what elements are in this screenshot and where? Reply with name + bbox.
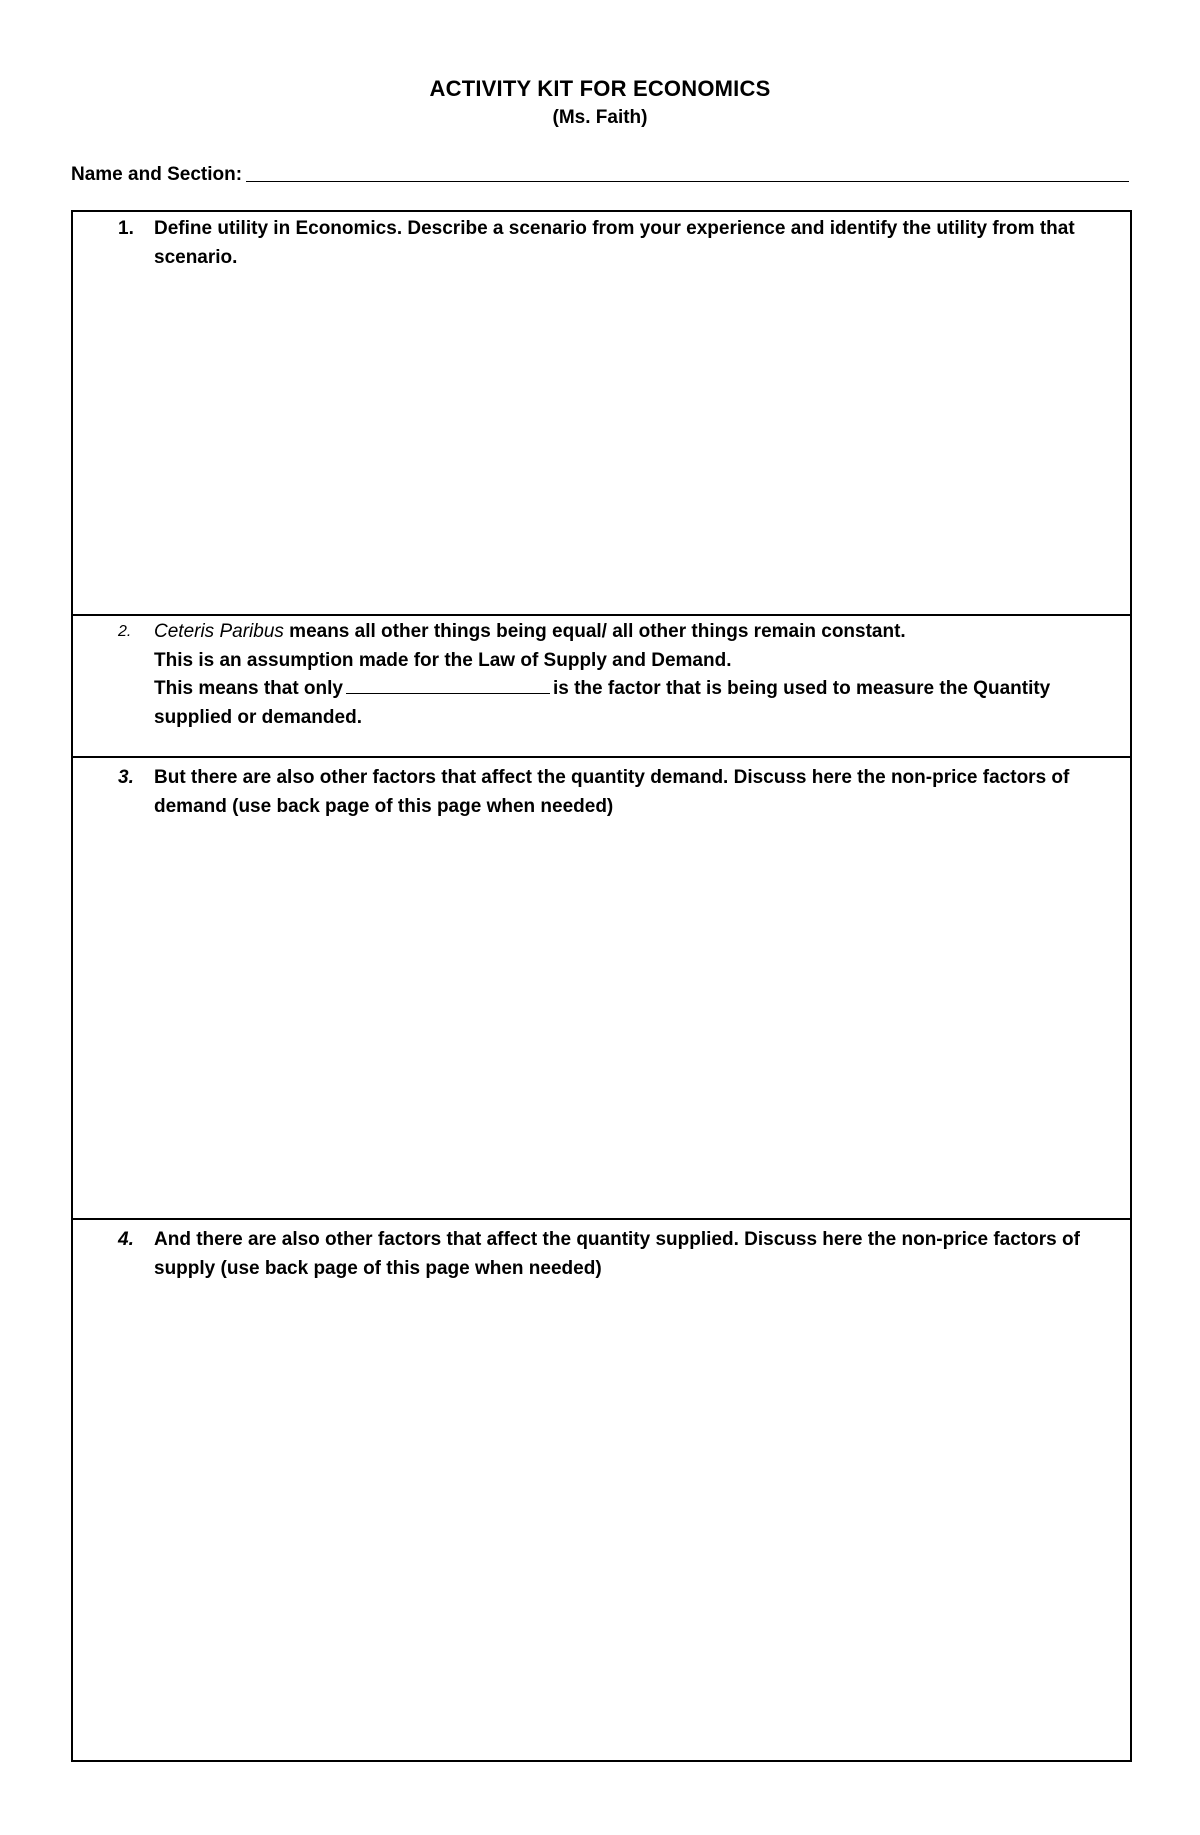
question-2-line-3 xyxy=(154,675,1110,732)
question-3 xyxy=(73,764,1130,821)
question-4-number: 4. xyxy=(118,1229,134,1250)
question-1-number: 1. xyxy=(118,218,134,239)
question-2-line-1-rest: means all other things being equal/ all other things remain constant. xyxy=(283,621,906,642)
question-4-cell[interactable] xyxy=(73,1218,1130,1760)
question-3-cell[interactable] xyxy=(73,756,1130,1218)
activity-table xyxy=(71,210,1132,1762)
question-1 xyxy=(73,215,1130,272)
question-2-cell[interactable] xyxy=(73,614,1130,756)
question-1-text: Define utility in Economics. Describe a scenario from your experience and identify the utility from that scenario. xyxy=(154,218,1075,268)
question-2-line-1 xyxy=(154,618,1110,647)
question-3-text: But there are also other factors that affect the quantity demand. Discuss here the non-price factors of demand (use back page of this page when needed) xyxy=(154,767,1070,817)
name-section-label: Name and Section: xyxy=(71,164,243,185)
question-2 xyxy=(73,618,1130,732)
question-2-before-blank: This means that only xyxy=(154,678,343,699)
question-2-number: 2. xyxy=(118,623,132,640)
question-4 xyxy=(73,1226,1130,1283)
question-4-text: And there are also other factors that affect the quantity supplied. Discuss here the non-price factors of supply (use back page of this page when needed) xyxy=(154,1229,1080,1279)
question-3-number: 3. xyxy=(118,767,134,788)
question-2-line-2: This is an assumption made for the Law of Supply and Demand. xyxy=(154,649,732,671)
name-section-blank[interactable] xyxy=(246,159,1129,182)
document-title: ACTIVITY KIT FOR ECONOMICS xyxy=(429,76,771,101)
question-1-cell[interactable] xyxy=(73,212,1130,614)
name-section-row xyxy=(71,158,1129,186)
question-2-after-blank: is the factor that is being used to measure the Quantity supplied or demanded. xyxy=(154,678,1051,728)
document-subtitle: (Ms. Faith) xyxy=(552,107,648,128)
question-2-fill-blank[interactable] xyxy=(346,675,550,694)
ceteris-paribus-term: Ceteris Paribus xyxy=(154,621,284,642)
